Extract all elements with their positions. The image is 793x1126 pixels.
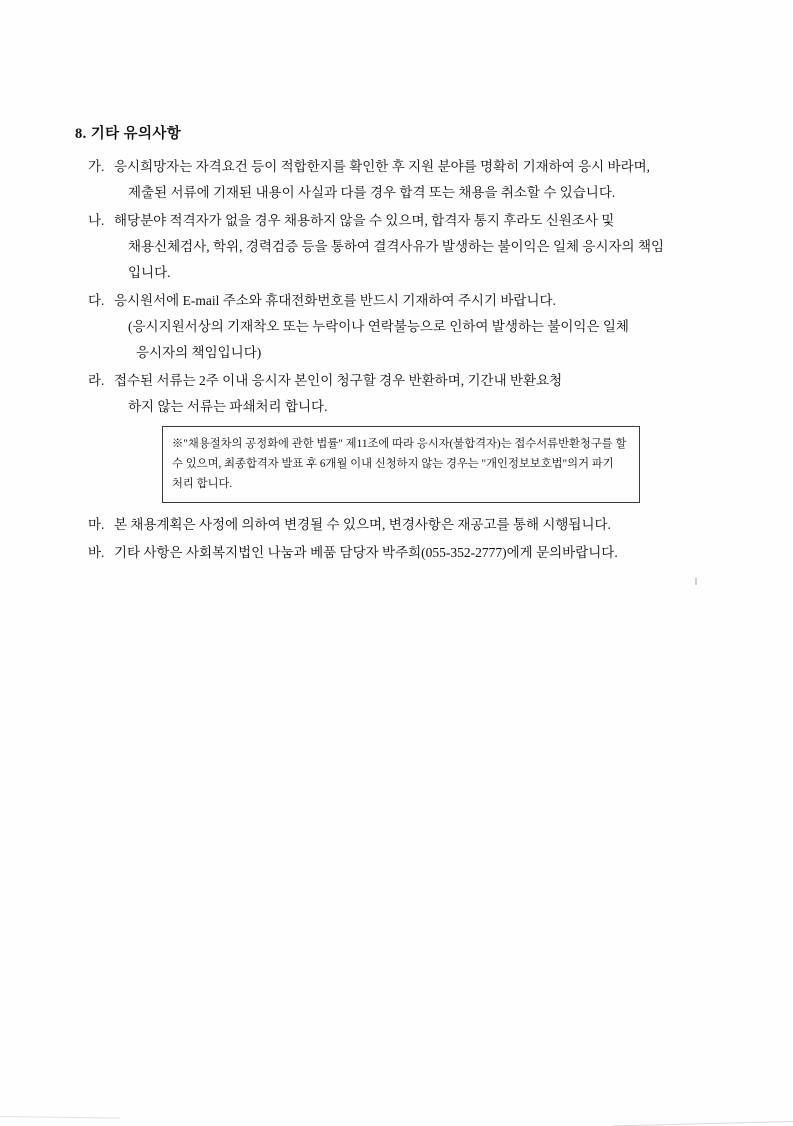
list-item (70, 154, 730, 206)
list-item-line: 하지 않는 서류는 파쇄처리 합니다. (128, 399, 328, 414)
list-item-marker: 다. (88, 293, 105, 308)
scan-artifact-mark (695, 578, 697, 585)
list-item-body (114, 154, 730, 206)
list-item-marker: 나. (88, 213, 105, 228)
list-item-line: 기타 사항은 사회복지법인 나눔과 베품 담당자 박주희(055-352-2777)에게 문의바랍니다. (114, 545, 618, 560)
list-item-line: 접수된 서류는 2주 이내 응시자 본인이 청구할 경우 반환하며, 기간내 반환요청 (114, 373, 563, 388)
list-item-line: 응시원서에 E-mail 주소와 휴대전화번호를 반드시 기재하여 주시기 바랍니다. (114, 293, 556, 308)
list-item-line: 제출된 서류에 기재된 내용이 사실과 다를 경우 합격 또는 채용을 취소할 수 있습니다. (128, 185, 616, 200)
note-box-line: 처리 합니다. (172, 478, 233, 490)
list-item (70, 512, 730, 538)
list-item (70, 368, 730, 420)
list-item (70, 540, 730, 566)
list-item (70, 208, 730, 286)
note-box-line: ※"채용절차의 공정화에 관한 법률" 제11조에 따라 응시자(불합격자)는 접수서류반환청구를 할 (172, 438, 627, 450)
list-item (70, 288, 730, 366)
list-item-line: 채용신체검사, 학위, 경력검증 등을 통하여 결격사유가 발생하는 불이익은 일체 응시자의 책임 (128, 239, 665, 254)
note-box-line: 수 있으며, 최종합격자 발표 후 6개월 이내 신청하지 않는 경우는 "개인정보보호법"의거 파기 (172, 458, 614, 470)
list-item-body (114, 208, 730, 286)
list-item-line: 입니다. (128, 265, 171, 280)
list-item-body (114, 512, 730, 538)
list-item-marker: 마. (88, 517, 105, 532)
page-edge-shadow (0, 1076, 793, 1122)
list-item-marker: 바. (88, 545, 105, 560)
list-item-line: 해당분야 적격자가 없을 경우 채용하지 않을 수 있으며, 합격자 통지 후라도 신원조사 및 (114, 213, 615, 228)
list-item-body (114, 288, 730, 366)
document-content (70, 122, 730, 568)
page-fold-line (0, 1116, 120, 1119)
list-item-marker: 라. (88, 373, 105, 388)
list-item-line: (응시지원서상의 기재착오 또는 누락이나 연락불능으로 인하여 발생하는 불이익은 일체 (128, 319, 629, 334)
page-title: 8. 기타 유의사항 (75, 126, 182, 142)
list-item-marker: 가. (88, 159, 105, 174)
list-item-body (114, 368, 730, 420)
list-item-line: 응시자의 책임입니다) (136, 345, 262, 360)
list-item-line: 본 채용계획은 사정에 의하여 변경될 수 있으며, 변경사항은 재공고를 통해 시행됩니다. (114, 517, 611, 532)
list-item-line: 응시희망자는 자격요건 등이 적합한지를 확인한 후 지원 분야를 명확히 기재하여 응시 바라며, (114, 159, 651, 174)
note-box (162, 426, 640, 503)
list-item-body (114, 540, 730, 566)
tail-items (70, 512, 730, 566)
